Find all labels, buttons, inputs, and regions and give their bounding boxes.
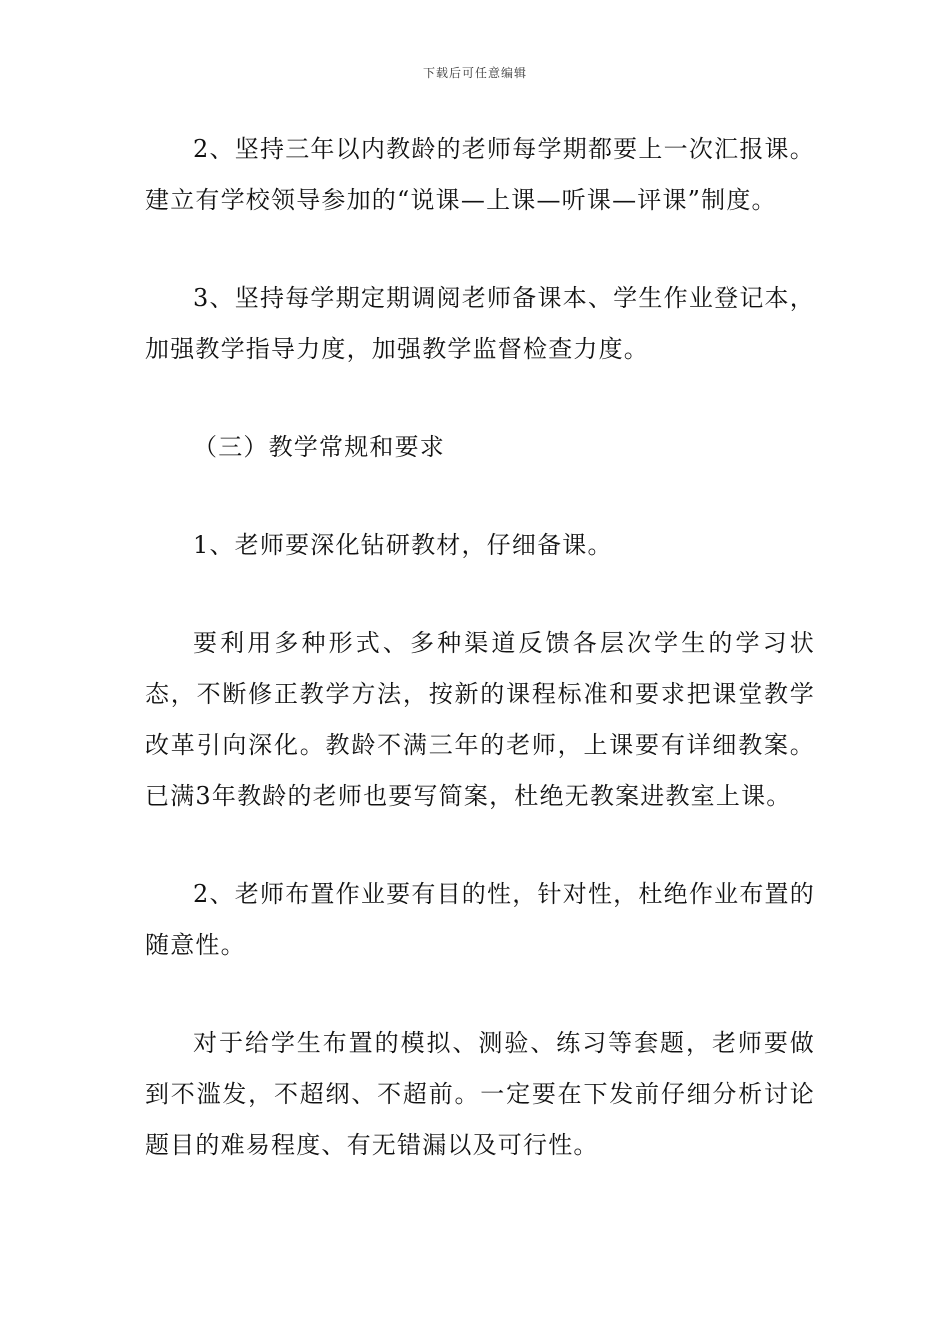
paragraph-item-2-homework: 2、老师布置作业要有目的性，针对性，杜绝作业布置的随意性。 xyxy=(145,880,815,959)
section-heading: （三）教学常规和要求 xyxy=(193,433,445,461)
paragraph-item-1-prepare: 1、老师要深化钻研教材，仔细备课。 xyxy=(193,531,613,559)
page-header-note: 下载后可任意编辑 xyxy=(422,66,527,80)
paragraph-feedback-lesson-plans: 要利用多种形式、多种渠道反馈各层次学生的学习状态，不断修正教学方法，按新的课程标准和要求把课堂教学改革引向深化。教龄不满三年的老师，上课要有详细教案。已满3年教龄的老师也要写简案，杜绝无教案进教室上课。 xyxy=(145,629,815,810)
paragraph-item-3-review: 3、坚持每学期定期调阅老师备课本、学生作业登记本，加强教学指导力度，加强教学监督检查力度。 xyxy=(145,284,815,363)
paragraph-exercise-sets: 对于给学生布置的模拟、测验、练习等套题，老师要做到不滥发，不超纲、不超前。一定要在下发前仔细分析讨论题目的难易程度、有无错漏以及可行性。 xyxy=(145,1029,815,1159)
document-body xyxy=(145,124,815,1171)
paragraph-item-2-report-class: 2、坚持三年以内教龄的老师每学期都要上一次汇报课。建立有学校领导参加的“说课—上课—听课—评课”制度。 xyxy=(145,135,815,214)
